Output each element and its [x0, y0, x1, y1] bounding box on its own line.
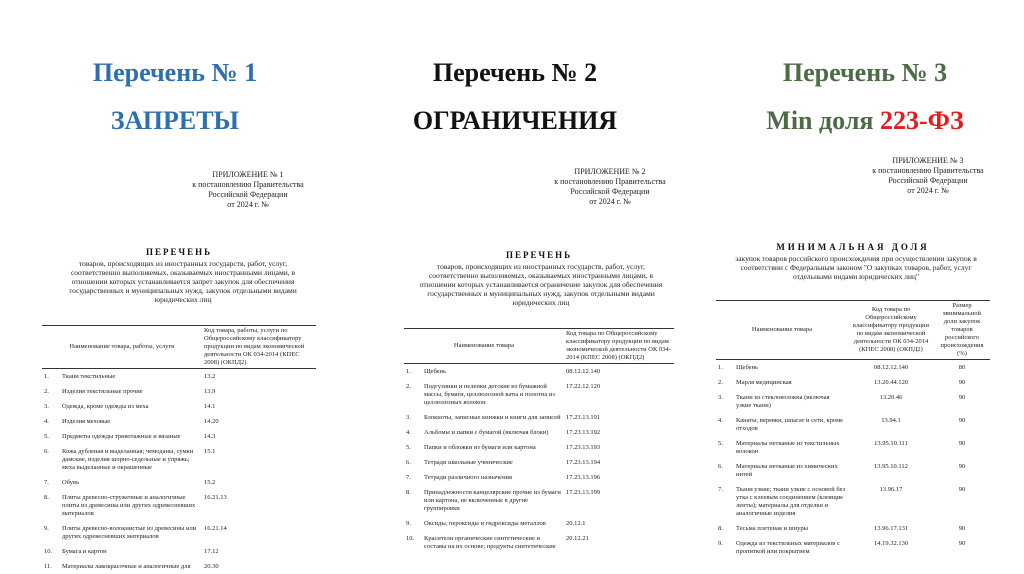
- appendix-line: Российской Федерации: [208, 190, 288, 199]
- table-row: [716, 360, 990, 376]
- table-row: [404, 440, 674, 455]
- row-share: 90: [958, 417, 966, 424]
- list-title: МИНИМАЛЬНАЯ ДОЛЯ: [776, 242, 930, 252]
- appendix-line: от 2024 г. №: [589, 197, 631, 206]
- row-code: 13.95.10.112: [874, 463, 908, 470]
- row-name: Тетради различного назначения: [424, 474, 513, 481]
- appendix-line: ПРИЛОЖЕНИЕ № 3: [892, 156, 964, 165]
- row-share: 90: [958, 525, 966, 532]
- row-number: 6.: [44, 448, 49, 455]
- row-code: 15.1: [204, 448, 216, 455]
- table-row: [716, 482, 990, 521]
- row-number: 8.: [718, 525, 723, 532]
- table-row: [716, 521, 990, 536]
- row-name: Плиты древесно-стружечные и аналогичные плиты из древесины или других одревесневших материалов: [62, 494, 196, 517]
- heading-list-1: [40, 58, 310, 136]
- heading-list-2: [370, 58, 660, 136]
- row-number: 7.: [718, 486, 723, 493]
- row-number: 8.: [44, 494, 49, 501]
- row-code: 17.23.13.192: [566, 429, 601, 436]
- row-number: 10.: [406, 535, 415, 542]
- row-share: 90: [958, 440, 966, 447]
- row-code: 17.23.13.199: [566, 489, 601, 496]
- row-name: Изделия текстильные прочие: [62, 388, 143, 395]
- row-share: 90: [958, 394, 966, 401]
- table-row: [404, 531, 674, 554]
- row-name: Материалы нетканые из химических нитей: [736, 463, 838, 478]
- table-row: [404, 425, 674, 440]
- list-title: ПЕРЕЧЕНЬ: [505, 250, 573, 260]
- row-code: 17.22.12.120: [566, 383, 601, 390]
- row-name: Щебень: [736, 364, 758, 371]
- heading-title: Перечень № 3: [782, 58, 948, 87]
- row-share: 90: [958, 463, 966, 470]
- table-row: [404, 379, 674, 410]
- appendix-line: Российской Федерации: [570, 187, 650, 196]
- appendix-header: [868, 156, 988, 196]
- goods-table: [404, 328, 674, 554]
- row-code: 20.12.21: [566, 535, 589, 542]
- appendix-line: к постановлению Правительства: [554, 177, 666, 186]
- row-number: 9.: [718, 540, 723, 547]
- row-number: 3.: [718, 394, 723, 401]
- table-row: [42, 414, 316, 429]
- appendix-line: к постановлению Правительства: [192, 180, 304, 189]
- column-header-name: Наименование товара: [716, 301, 848, 360]
- row-name: Красители органические синтетические и составы на их основе; продукты синтетические: [424, 535, 556, 550]
- table-row: [404, 485, 674, 516]
- row-number: 7.: [44, 479, 49, 486]
- appendix-line: от 2024 г. №: [227, 200, 269, 209]
- column-header-share: Размер минимальной доли закупок товаров российского происхождения (%): [934, 301, 990, 360]
- column-header-code: Код товара по Общероссийскому классификатору продукции по видам экономической деятельности ОК 034-2014 (КПЕС 2008) (ОКПД2): [564, 329, 674, 364]
- row-code: 17.23.13.191: [566, 414, 601, 421]
- table-row: [42, 521, 316, 544]
- appendix-line: от 2024 г. №: [907, 186, 949, 195]
- table-row: [42, 544, 316, 559]
- row-name: Обувь: [62, 479, 80, 486]
- heading-title: Перечень № 1: [92, 58, 258, 87]
- document-appendix-2: [400, 162, 678, 574]
- row-number: 3.: [406, 414, 411, 421]
- row-name: Материалы нетканые из текстильных волокон: [736, 440, 840, 455]
- row-name: Бумага и картон: [62, 548, 107, 555]
- heading-subtitle-part: Min доля: [766, 106, 880, 135]
- table-row: [42, 384, 316, 399]
- document-appendix-1: [38, 165, 320, 574]
- appendix-line: ПРИЛОЖЕНИЕ № 1: [212, 170, 284, 179]
- heading-subtitle: ОГРАНИЧЕНИЯ: [412, 106, 618, 135]
- row-number: 9.: [406, 520, 411, 527]
- list-title: ПЕРЕЧЕНЬ: [145, 247, 213, 257]
- list-description: товаров, происходящих из иностранных государств, работ, услуг, соответственно выполняемых, оказываемых иностранными лицами, в отношении которых устанавливается ограничение закупок для обеспечения государственных и муниципальных нужд, закупок отдельными видами юридических лиц: [419, 262, 663, 307]
- row-name: Канаты, веревки, шпагат и сети, кроме отходов: [736, 417, 844, 432]
- row-code: 13.96.17.131: [873, 525, 909, 532]
- table-row: [404, 470, 674, 485]
- heading-title: Перечень № 2: [432, 58, 598, 87]
- appendix-line: ПРИЛОЖЕНИЕ № 2: [574, 167, 646, 176]
- row-number: 7.: [406, 474, 411, 481]
- heading-subtitle: ЗАПРЕТЫ: [110, 106, 240, 135]
- document-appendix-3: [712, 152, 994, 574]
- row-name: Подгузники и пеленки детские из бумажной массы, бумаги, целлюлозной ваты и полотна из целлюлозных волокон: [424, 383, 555, 406]
- table-row: [42, 369, 316, 385]
- heading-subtitle: [720, 106, 1010, 136]
- row-number: 1.: [44, 373, 49, 380]
- row-name: Материалы лакокрасочные и аналогичные для: [62, 563, 191, 570]
- row-code: 13.20.44.120: [873, 379, 909, 386]
- row-name: Блокноты, записные книжки и книги для записей: [424, 414, 561, 421]
- row-number: 10.: [44, 548, 53, 555]
- row-number: 5.: [718, 440, 723, 447]
- row-name: Тетради школьные ученические: [424, 459, 513, 466]
- row-code: 17.12: [204, 548, 219, 555]
- row-number: 5.: [44, 433, 49, 440]
- row-code: 14.20: [204, 418, 219, 425]
- table-row: [404, 516, 674, 531]
- row-code: 16.21.13: [204, 494, 227, 501]
- column-header-name: Наименование товара: [404, 329, 564, 364]
- goods-table: [716, 300, 990, 559]
- appendix-line: Российской Федерации: [888, 176, 968, 185]
- row-name: Альбомы и папки с бумагой (включая блоки): [424, 429, 549, 436]
- column-header-name: Наименование товара, работы, услуги: [42, 326, 202, 369]
- row-number: 1.: [718, 364, 723, 371]
- row-name: Оксиды, пероксиды и гидроксиды металлов: [424, 520, 546, 527]
- table-row: [404, 410, 674, 425]
- row-name: Щебень: [424, 368, 446, 375]
- row-number: 8.: [406, 489, 411, 496]
- table-row: [42, 559, 316, 574]
- row-code: 13.2: [204, 373, 216, 380]
- list-description: товаров, происходящих из иностранных государств, работ, услуг, соответственно выполняемых, оказываемых иностранными лицами, в отношении которых устанавливается запрет закупок для обеспечения государственных и муниципальных нужд, закупок отдельными видами юридических лиц: [69, 259, 297, 304]
- table-row: [404, 364, 674, 380]
- row-name: Принадлежности канцелярские прочие из бумаги или картона, не включенные в другие группировки: [424, 489, 561, 512]
- row-code: 13.9: [204, 388, 216, 395]
- row-name: Марля медицинская: [736, 379, 792, 386]
- row-number: 11.: [44, 563, 52, 570]
- row-code: 13.95.10.111: [874, 440, 908, 447]
- heading-list-3: [720, 58, 1010, 136]
- row-name: Изделия меховые: [62, 418, 111, 425]
- row-number: 4.: [44, 418, 49, 425]
- row-name: Тесьма плетеная и шнуры: [736, 525, 808, 532]
- row-number: 9.: [44, 525, 49, 532]
- row-share: 90: [958, 540, 966, 547]
- table-row: [42, 444, 316, 475]
- table-row: [404, 455, 674, 470]
- row-share: 90: [958, 486, 966, 493]
- table-row: [42, 429, 316, 444]
- row-number: 1.: [406, 368, 411, 375]
- table-row: [716, 375, 990, 390]
- row-code: 13.96.17: [879, 486, 903, 493]
- row-number: 3.: [44, 403, 49, 410]
- row-code: 15.2: [204, 479, 216, 486]
- row-name: Одежда, кроме одежды из меха: [62, 403, 149, 410]
- column-header-code: Код товара по Общероссийскому классификатору продукции по видам экономической деятельности ОК 034-2014 (КПЕС 2008) (ОКПД2): [848, 301, 934, 360]
- row-name: Ткани из стекловолокна (включая узкие ткани): [736, 394, 830, 409]
- row-number: 6.: [718, 463, 723, 470]
- row-number: 4.: [406, 429, 411, 436]
- row-code: 20.30: [204, 563, 219, 570]
- row-name: Одежда из текстильных материалов с пропиткой или покрытием: [736, 540, 840, 555]
- table-row: [42, 475, 316, 490]
- table-row: [716, 459, 990, 482]
- row-number: 2.: [406, 383, 411, 390]
- appendix-header: [188, 170, 308, 210]
- row-name: Папки и обложки из бумаги или картона: [424, 444, 536, 451]
- row-number: 6.: [406, 459, 411, 466]
- row-code: 13.94.1: [881, 417, 901, 424]
- row-name: Ткани текстильные: [62, 373, 116, 380]
- table-row: [716, 536, 990, 559]
- row-number: 4.: [718, 417, 723, 424]
- row-code: 13.20.46: [879, 394, 903, 401]
- row-name: Кожа дубленая и выделанная; чемоданы, сумки дамские, изделия шорно-седельные и упряжь; меха выделанные и окрашенные: [62, 448, 194, 471]
- column-header-code: Код товара, работы, услуги по Общероссийскому классификатору продукции по видам экономической деятельности ОК 034-2014 (КПЕС 2008) (ОКПД2): [202, 326, 316, 369]
- row-number: 5.: [406, 444, 411, 451]
- goods-table: [42, 325, 316, 574]
- row-number: 2.: [718, 379, 723, 386]
- appendix-line: к постановлению Правительства: [872, 166, 984, 175]
- row-code: 20.12.1: [566, 520, 586, 527]
- row-code: 16.21.14: [204, 525, 227, 532]
- row-code: 14.1: [204, 403, 216, 410]
- row-name: Ткани узкие; ткани узкие с основой без утка с клеевым соединением (клеящие ленты); материалы для отделки и аналогичные изделия: [736, 486, 846, 517]
- row-code: 17.23.13.196: [566, 474, 601, 481]
- row-code: 08.12.12.140: [566, 368, 601, 375]
- row-name: Предметы одежды трикотажные и вязаные: [62, 433, 181, 440]
- table-row: [716, 436, 990, 459]
- row-code: 17.23.13.193: [566, 444, 601, 451]
- row-code: 14.3: [204, 433, 216, 440]
- heading-subtitle-law: 223-ФЗ: [879, 106, 964, 135]
- row-code: 14.19.32.130: [873, 540, 909, 547]
- row-name: Плиты древесно-волокнистые из древесины или других одревесневших материалов: [62, 525, 197, 540]
- table-row: [716, 390, 990, 413]
- row-number: 2.: [44, 388, 49, 395]
- table-row: [42, 490, 316, 521]
- table-row: [42, 399, 316, 414]
- row-share: 90: [958, 379, 966, 386]
- table-row: [716, 413, 990, 436]
- list-description: закупок товаров российского происхождения при осуществлении закупок в соответствии с Федеральным законом "О закупках товаров, работ, услуг отдельными видами юридических лиц": [735, 254, 977, 281]
- appendix-header: [550, 167, 670, 207]
- row-code: 17.23.13.194: [566, 459, 601, 466]
- row-share: 80: [958, 364, 966, 371]
- row-code: 08.12.12.140: [873, 364, 909, 371]
